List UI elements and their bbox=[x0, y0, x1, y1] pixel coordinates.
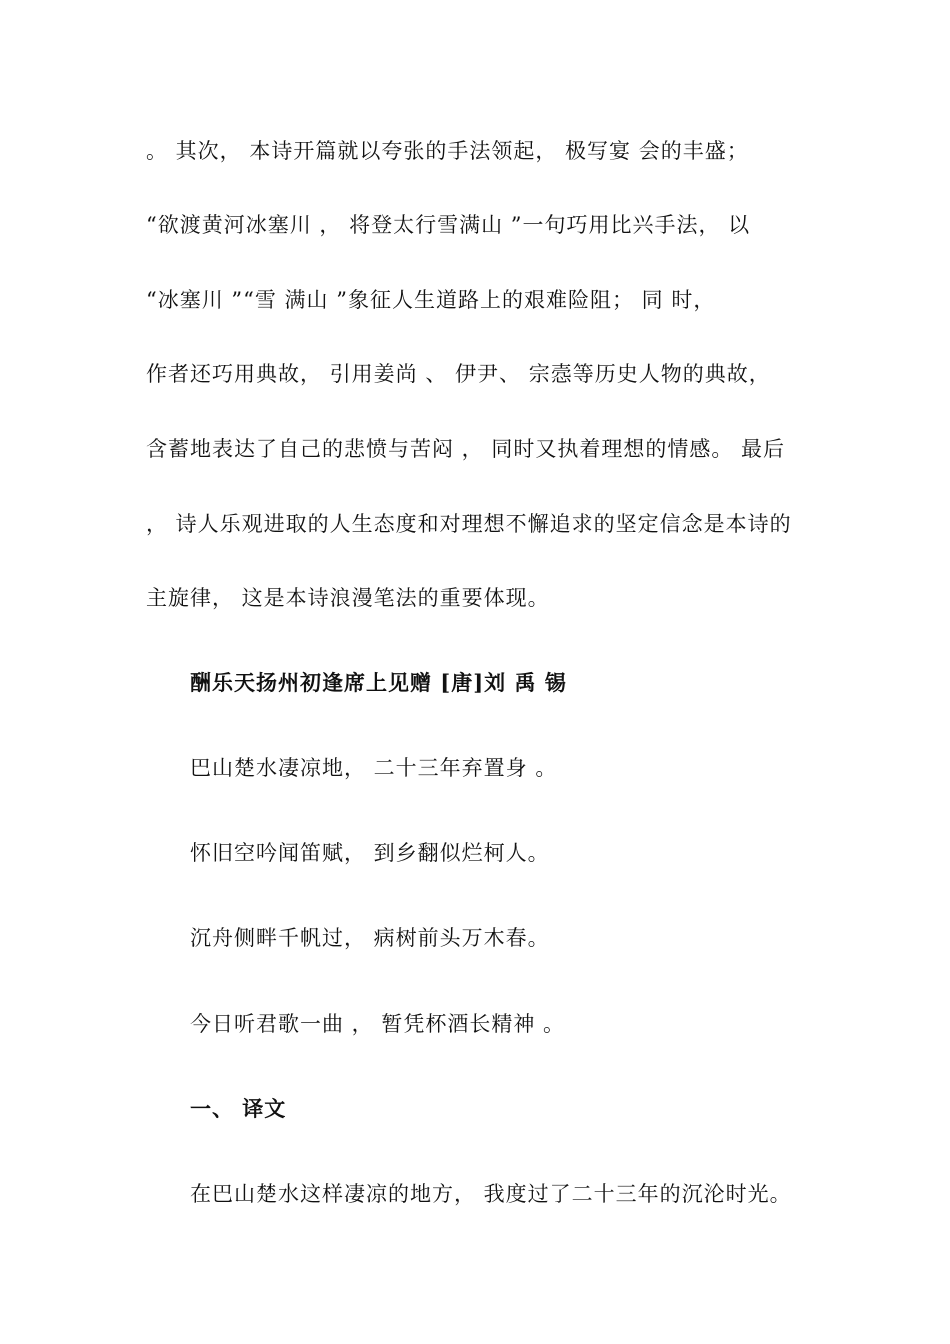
translation-line: 在巴山楚水这样凄凉的地方， 我度过了二十三年的沉沦时光。 bbox=[190, 1182, 792, 1206]
paragraph-line: “欲渡黄河冰塞川 ， 将登太行雪满山 ”一句巧用比兴手法， 以 bbox=[146, 213, 751, 237]
paragraph-line: 。 其次， 本诗开篇就以夸张的手法领起， 极写宴 会的丰盛； bbox=[146, 139, 749, 163]
section-heading: 一、 译文 bbox=[190, 1096, 287, 1121]
poem-title: 酬乐天扬州初逢席上见赠 [唐]刘 禹 锡 bbox=[190, 670, 567, 695]
paragraph-line: 作者还巧用典故， 引用姜尚 、 伊尹、 宗悫等历史人物的典故， bbox=[146, 362, 771, 386]
poem-line: 怀旧空吟闻笛赋， 到乡翻似烂柯人。 bbox=[190, 841, 550, 865]
paragraph-line: 含蓄地表达了自己的悲愤与苦闷 ， 同时又执着理想的情感。 最后 bbox=[146, 437, 786, 461]
paragraph-line: 主旋律， 这是本诗浪漫笔法的重要体现。 bbox=[146, 586, 550, 610]
paragraph-line: ， 诗人乐观进取的人生态度和对理想不懈追求的坚定信念是本诗的 bbox=[146, 512, 792, 536]
paragraph-line: “冰塞川 ”“雪 满山 ”象征人生道路上的艰难险阻； 同 时， bbox=[146, 288, 716, 312]
poem-line: 沉舟侧畔千帆过， 病树前头万木春。 bbox=[190, 926, 550, 950]
poem-line: 巴山楚水凄凉地， 二十三年弃置身 。 bbox=[190, 756, 558, 780]
poem-line: 今日听君歌一曲 ， 暂凭杯酒长精神 。 bbox=[190, 1012, 566, 1036]
